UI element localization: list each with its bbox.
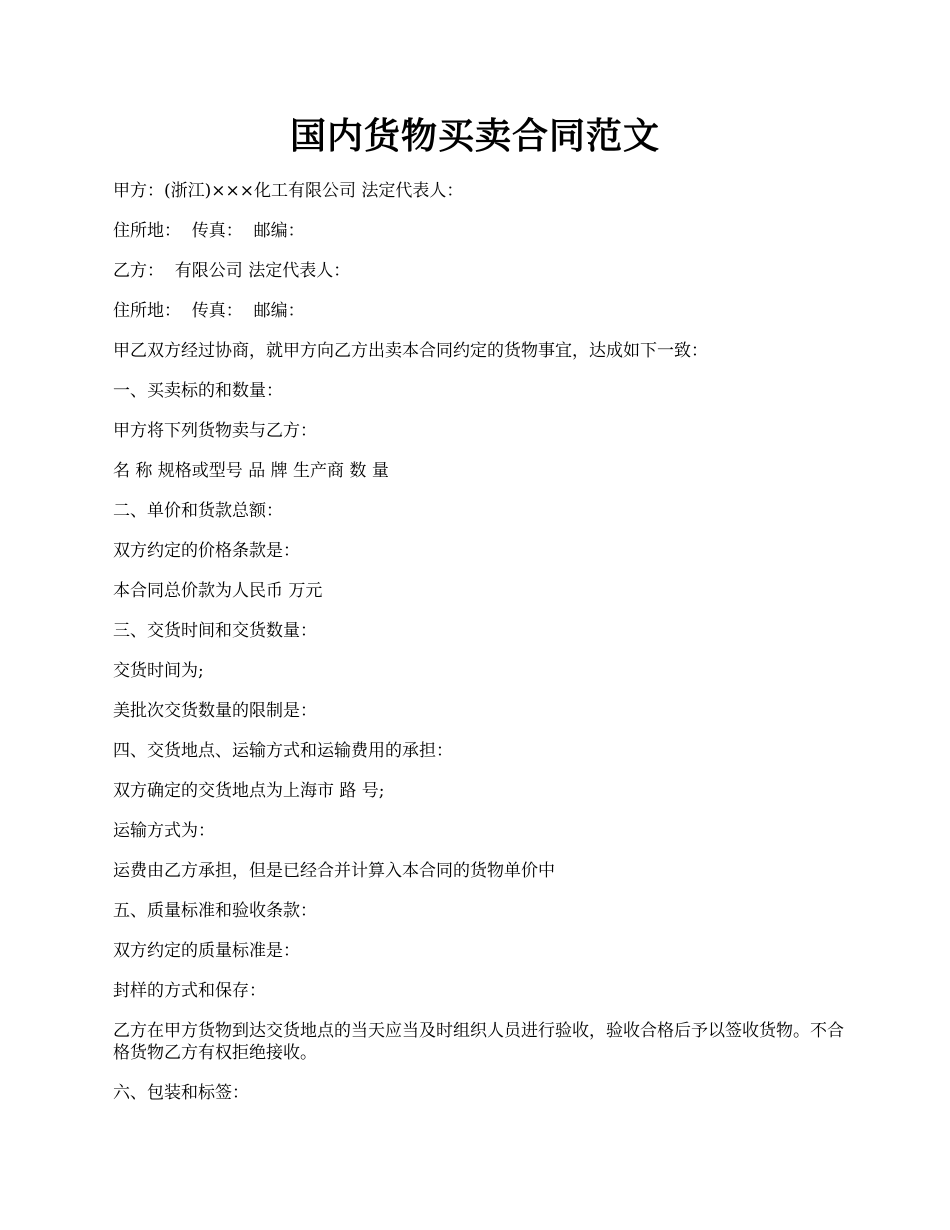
section-heading-1: 一、买卖标的和数量： (113, 381, 283, 401)
section-5-inspection: 乙方在甲方货物到达交货地点的当天应当及时组织人员进行验收，验收合格后予以签收货物。不合格货物乙方有权拒绝接收。 (113, 1021, 844, 1063)
party-b-address-line: 住所地： 传真： 邮编： (113, 301, 305, 321)
section-4-transport: 运输方式为： (113, 821, 215, 841)
section-heading-3: 三、交货时间和交货数量： (113, 621, 317, 641)
agreement-intro: 甲乙双方经过协商，就甲方向乙方出卖本合同约定的货物事宜，达成如下一致： (113, 341, 708, 361)
party-a-address-line: 住所地： 传真： 邮编： (113, 221, 305, 241)
document-title: 国内货物买卖合同范文 (289, 115, 660, 157)
section-heading-4: 四、交货地点、运输方式和运输费用的承担： (113, 741, 453, 761)
section-4-location: 双方确定的交货地点为上海市 路 号; (113, 781, 385, 801)
section-1-text: 甲方将下列货物卖与乙方： (113, 421, 317, 441)
section-heading-2: 二、单价和货款总额： (113, 501, 283, 521)
section-2-total: 本合同总价款为人民币 万元 (113, 581, 323, 601)
party-b-line: 乙方： 有限公司 法定代表人： (113, 261, 351, 281)
goods-table-header: 名 称 规格或型号 品 牌 生产商 数 量 (113, 461, 389, 481)
section-3-quantity: 美批次交货数量的限制是： (113, 701, 317, 721)
section-heading-5: 五、质量标准和验收条款： (113, 901, 317, 921)
section-heading-6: 六、包装和标签： (113, 1083, 249, 1103)
section-3-time: 交货时间为; (113, 661, 204, 681)
section-4-freight: 运费由乙方承担，但是已经合并计算入本合同的货物单价中 (113, 861, 555, 881)
document-body (113, 180, 848, 1122)
section-2-text: 双方约定的价格条款是： (113, 541, 300, 561)
section-5-standard: 双方约定的质量标准是： (113, 941, 300, 961)
section-5-sample: 封样的方式和保存： (113, 981, 266, 1001)
party-a-line: 甲方：(浙江)×××化工有限公司 法定代表人： (113, 181, 464, 201)
